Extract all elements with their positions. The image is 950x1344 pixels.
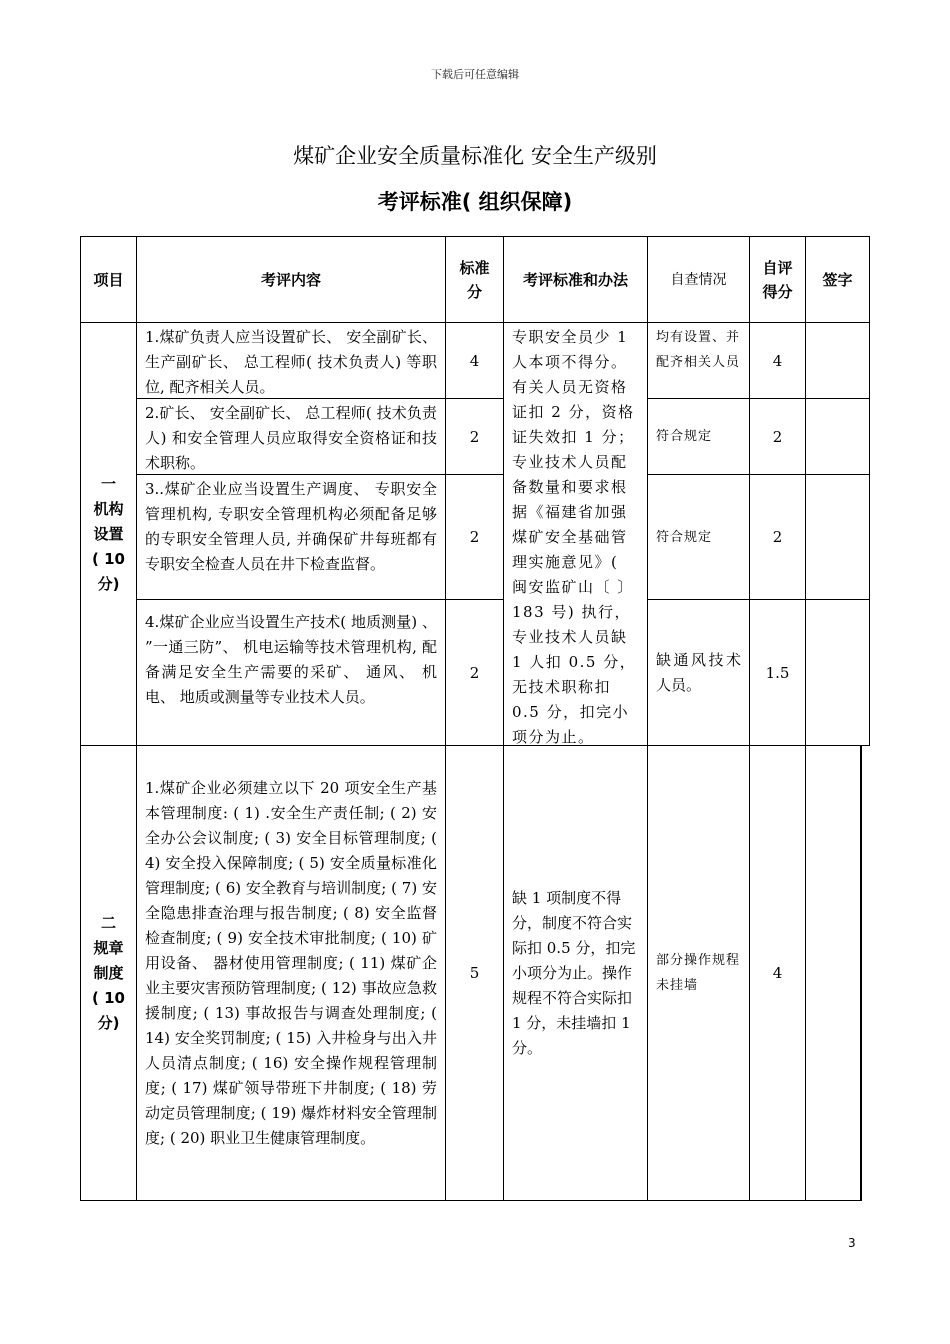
section1-row3-content: 3..煤矿企业应当设置生产调度、 专职安全管理机构, 专职安全管理机构必须配备足够的专职安全管理人员, 并确保矿井每班都有专职安全检查人员在井下检查监督。 [136, 474, 446, 600]
section1-row1-score: 4 [445, 322, 504, 399]
section2-score: 5 [445, 745, 504, 1201]
section2-self-score: 4 [749, 745, 806, 1201]
header-item: 项目 [80, 236, 137, 323]
section1-row2-content: 2.矿长、 安全副矿长、 总工程师( 技术负责人) 和安全管理人员应取得安全资格证和技术职称。 [136, 398, 446, 475]
section1-row3-sign [805, 474, 870, 600]
section1-row4-sign [805, 599, 870, 746]
header-sign: 签字 [805, 236, 870, 323]
section1-method: 专职安全员少 1 人本项不得分。有关人员无资格证扣 2 分，资格证失效扣 1 分；专业技术人员配备数量和要求根据《福建省加强煤矿安全基础管理实施意见》( 闽安监矿山〔 〕183 号) 执行，专业技术人员缺 1 人扣 0.5 分，无技术职称扣 0.5 分，扣完小项分为止。 [503, 322, 648, 746]
section1-row1-sign [805, 322, 870, 399]
section1-row3-self-check: 符合规定 [647, 474, 750, 600]
section1-row4-content: 4.煤矿企业应当设置生产技术( 地质测量) 、 ”一通三防”、 机电运输等技术管理机构, 配备满足安全生产需要的采矿、 通风、 机电、 地质或测量等专业技术人员。 [136, 599, 446, 746]
section1-row1-content: 1.煤矿负责人应当设置矿长、 安全副矿长、 生产副矿长、 总工程师( 技术负责人) 等职位, 配齐相关人员。 [136, 322, 446, 399]
header-method: 考评标准和办法 [503, 236, 648, 323]
header-note: 下载后可任意编辑 [431, 68, 519, 81]
section2-method-cell [503, 745, 648, 1201]
section1-row4-self-check: 缺通风技术人员。 [647, 599, 750, 746]
section1-row3-self-score: 2 [749, 474, 806, 600]
document-title: 煤矿企业安全质量标准化 安全生产级别 [293, 144, 657, 168]
section1-row4-self-score: 1.5 [749, 599, 806, 746]
section1-category: 一 机构 设置 ( 10 分) [80, 322, 137, 746]
section2-sign [805, 745, 862, 1201]
section1-row2-self-score: 2 [749, 398, 806, 475]
section2-category: 二 规章 制度 ( 10 分) [80, 745, 137, 1201]
section1-row1-self-check: 均有设置、并配齐相关人员 [647, 322, 750, 399]
section1-row2-score: 2 [445, 398, 504, 475]
section1-row2-self-check: 符合规定 [647, 398, 750, 475]
document-subtitle: 考评标准( 组织保障) [377, 190, 573, 214]
header-self-score: 自评 得分 [749, 236, 806, 323]
section2-content: 1.煤矿企业必须建立以下 20 项安全生产基本管理制度: ( 1) .安全生产责任制; ( 2) 安全办公会议制度; ( 3) 安全目标管理制度; ( 4) 安全投入保障制度; ( 5) 安全质量标准化管理制度; ( 6) 安全教育与培训制度; ( 7) 安全隐患排查治理与报告制度; ( 8) 安全监督检查制度; ( 9) 安全技术审批制度; ( 10) 矿用设备、 器材使用管理制度; ( 11) 煤矿企业主要灾害预防管理制度; ( 12) 事故应急救援制度; ( 13) 事故报告与调查处理制度; ( 14) 安全奖罚制度; ( 15) 入井检身与出入井人员清点制度; ( 16) 安全操作规程管理制度; ( 17) 煤矿领导带班下井制度; ( 18) 劳动定员管理制度; ( 19) 爆炸材料安全管理制度; ( 20) 职业卫生健康管理制度。 [136, 745, 446, 1201]
section2-self-check: 部分操作规程未挂墙 [647, 745, 750, 1201]
section1-row3-score: 2 [445, 474, 504, 600]
section1-row4-score: 2 [445, 599, 504, 746]
header-score: 标准 分 [445, 236, 504, 323]
section1-row2-sign [805, 398, 870, 475]
page-number: 3 [848, 1236, 856, 1250]
section2-method: 缺 1 项制度不得分，制度不符合实际扣 0.5 分，扣完小项分为止。操作规程不符合实际扣 1 分，未挂墙扣 1 分。 [512, 888, 636, 1057]
header-content: 考评内容 [136, 236, 446, 323]
table-right-border [860, 745, 861, 1201]
section1-row1-self-score: 4 [749, 322, 806, 399]
header-self-check: 自查情况 [647, 236, 750, 323]
